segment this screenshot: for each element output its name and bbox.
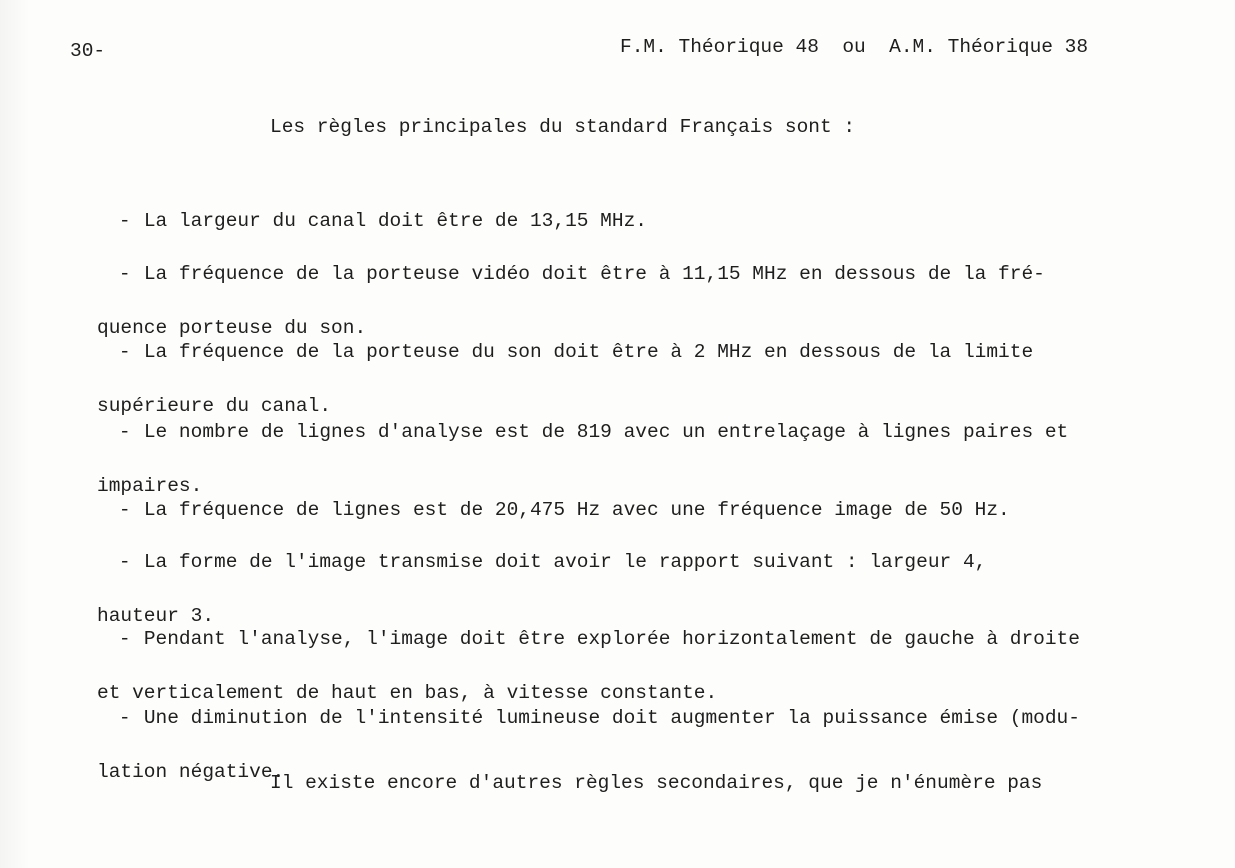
rule-text-line2: impaires. <box>97 475 203 497</box>
bullet-dash: - <box>118 707 131 729</box>
rule-text-line1: Une diminution de l'intensité lumineuse doit augmenter la puissance émise (modu- <box>143 707 1080 729</box>
bullet-dash: - <box>118 263 131 285</box>
rule-text-line2: supérieure du canal. <box>97 395 332 417</box>
closing-paragraph: Il existe encore d'autres règles secondaires, que je n'énumère pas <box>270 772 1043 794</box>
rule-text-line2: hauteur 3. <box>97 605 215 627</box>
bullet-dash: - <box>118 551 131 573</box>
rule-text-line1: La fréquence de la porteuse vidéo doit être à 11,15 MHz en dessous de la fré- <box>143 263 1045 285</box>
bullet-dash: - <box>118 421 131 443</box>
bullet-dash: - <box>118 628 131 650</box>
bullet-dash: - <box>118 341 131 363</box>
page-number: 30- <box>70 40 106 62</box>
rule-text-line1: La fréquence de la porteuse du son doit être à 2 MHz en dessous de la limite <box>143 341 1034 363</box>
bullet-dash: - <box>118 210 131 232</box>
rule-text-line1: Le nombre de lignes d'analyse est de 819 avec un entrelaçage à lignes paires et <box>143 421 1069 443</box>
rule-text-line1: Pendant l'analyse, l'image doit être explorée horizontalement de gauche à droite <box>143 628 1080 650</box>
bullet-dash: - <box>118 499 131 521</box>
rule-text-line2: lation négative. <box>97 761 285 783</box>
rule-text-line2: et verticalement de haut en bas, à vitesse constante. <box>97 682 718 704</box>
rule-text-line1: La forme de l'image transmise doit avoir le rapport suivant : largeur 4, <box>143 551 987 573</box>
rule-text-line1: La largeur du canal doit être de 13,15 MHz. <box>143 210 647 232</box>
running-header: F.M. Théorique 48 ou A.M. Théorique 38 <box>620 36 1089 58</box>
rule-text-line2: quence porteuse du son. <box>97 317 367 339</box>
rule-item <box>72 678 1080 840</box>
rule-text-line1: La fréquence de lignes est de 20,475 Hz avec une fréquence image de 50 Hz. <box>143 499 1010 521</box>
intro-paragraph: Les règles principales du standard Français sont : <box>270 116 856 138</box>
